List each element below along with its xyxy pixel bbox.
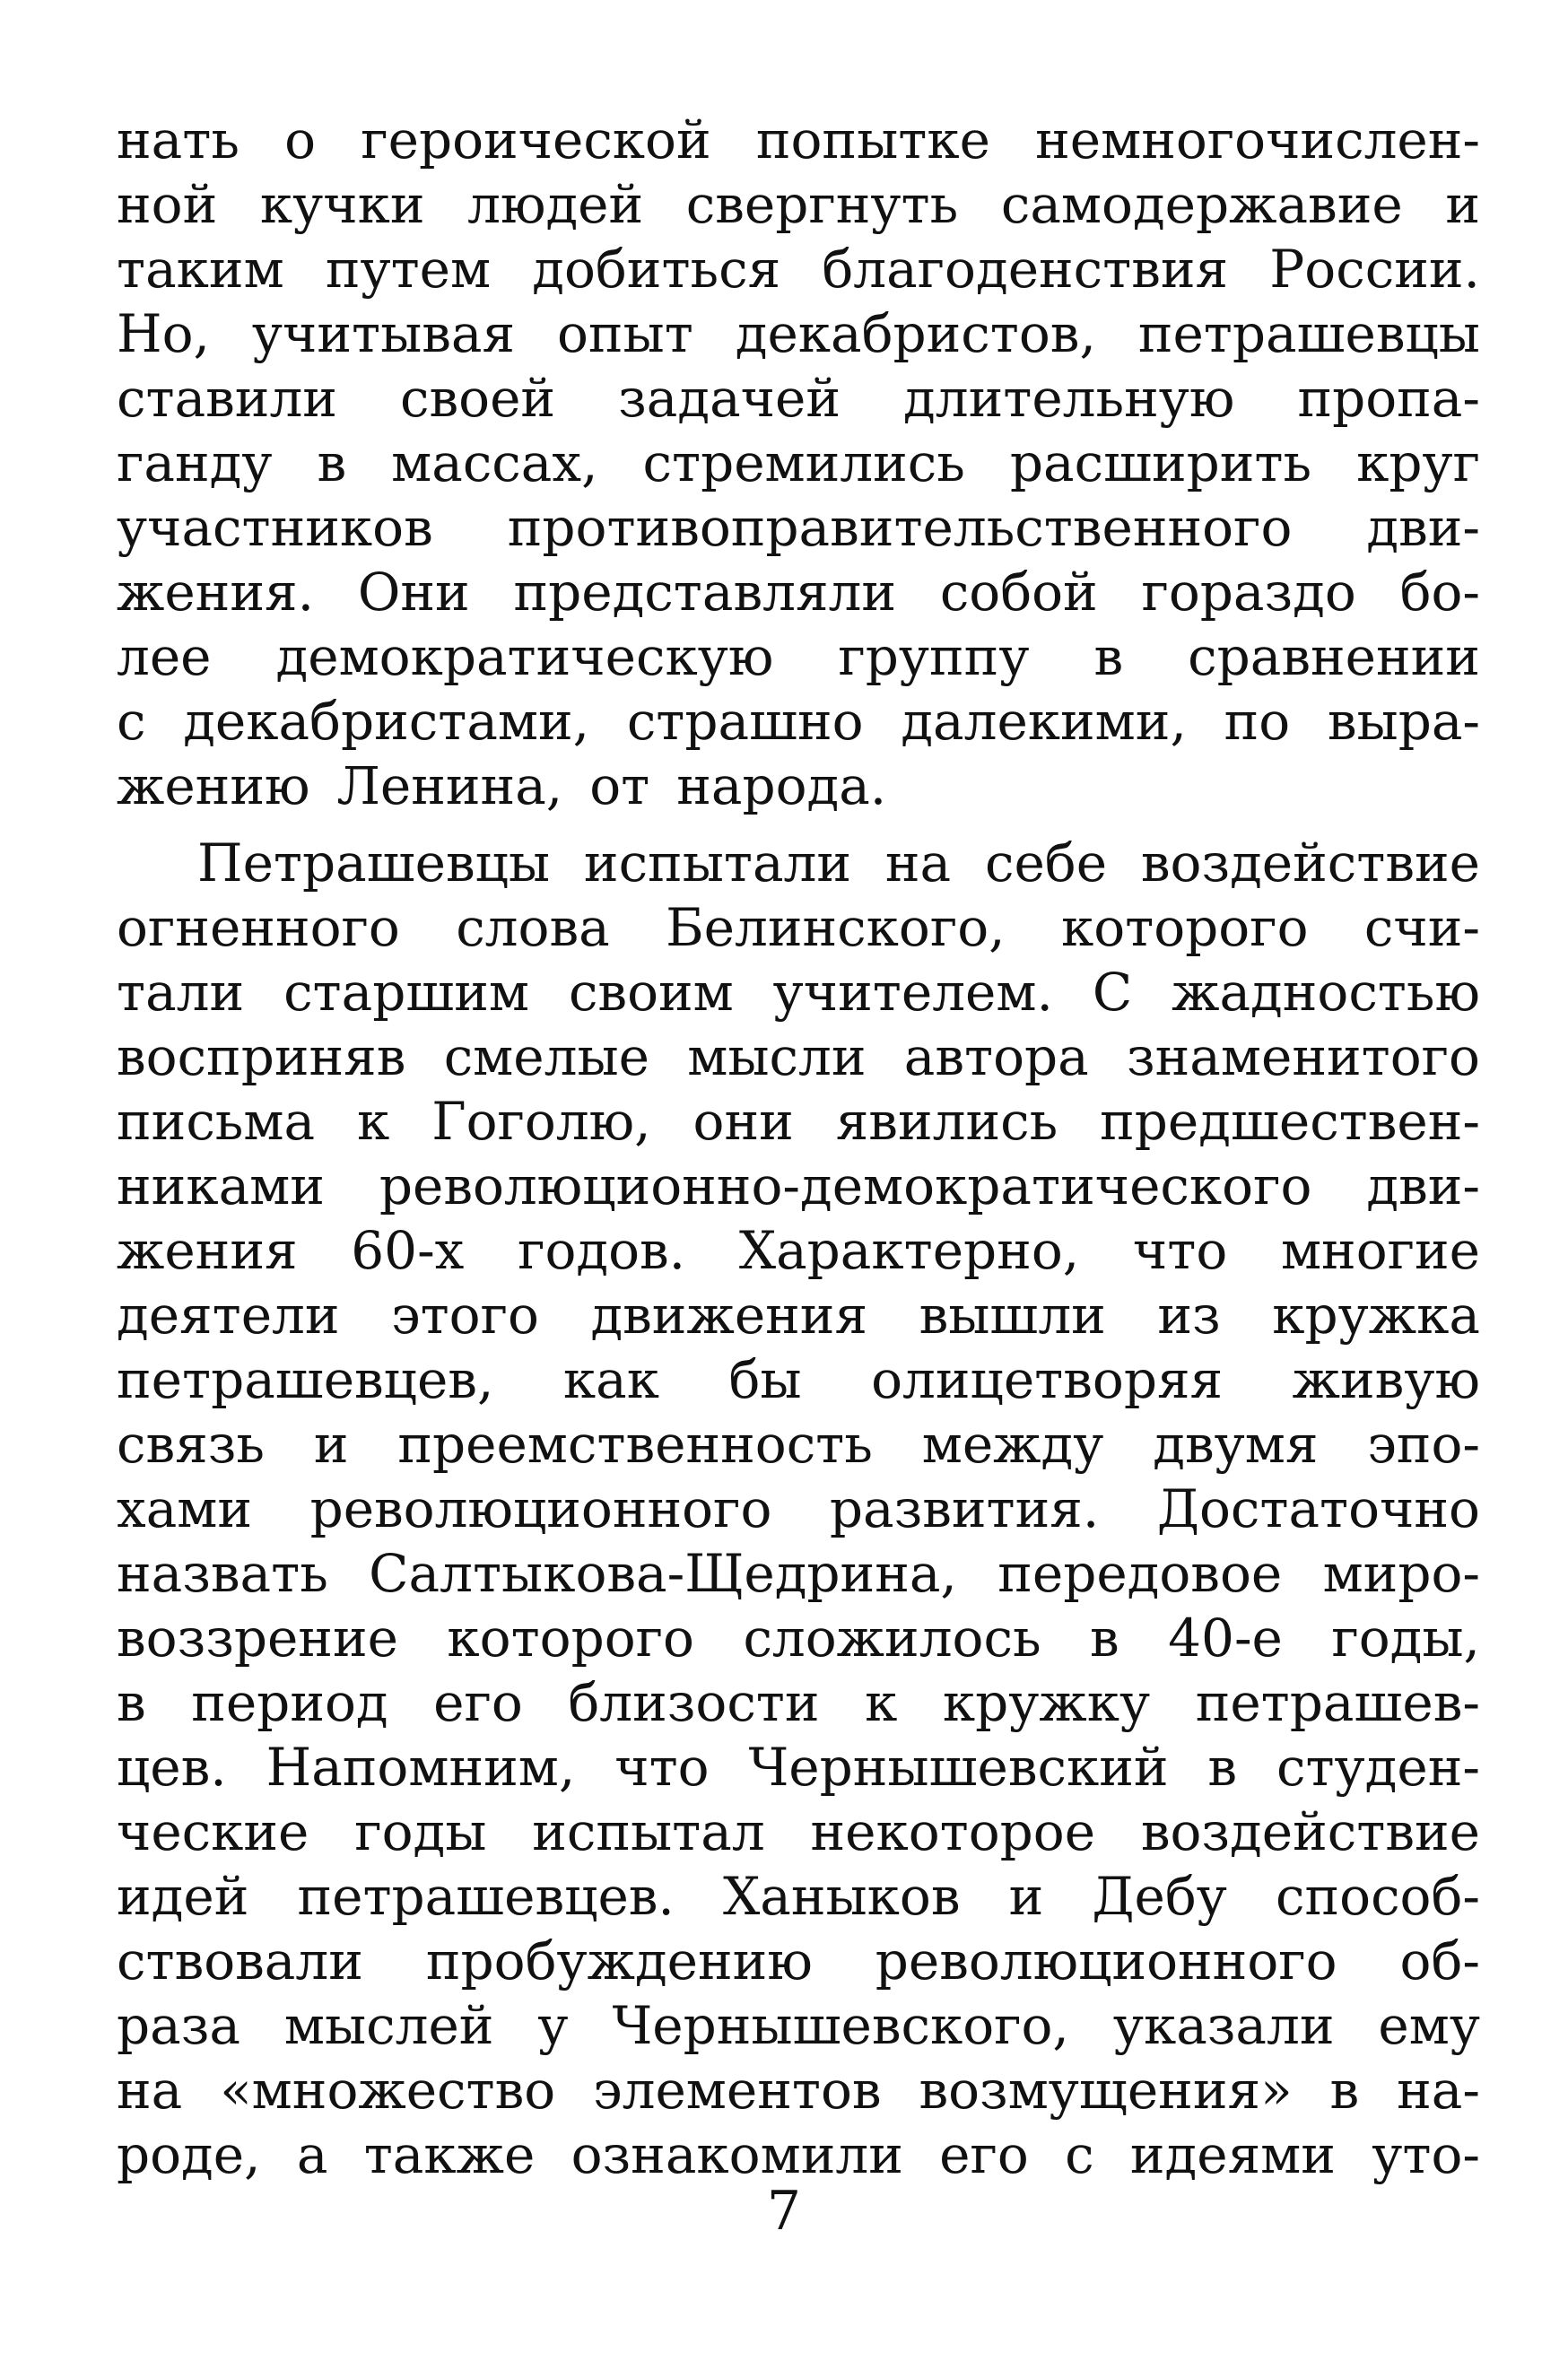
word: революционного [309,1478,772,1539]
text-line [117,1347,1480,1412]
word: жадностью [1172,962,1480,1023]
word: народа. [676,755,887,816]
word: Чернышевского, [612,1995,1069,2056]
text-line [117,624,1480,689]
word: на- [1397,2060,1480,2121]
text-line [117,1606,1480,1670]
word: ганду [117,432,273,493]
word: 60-х [351,1220,465,1281]
word: жения [117,1220,298,1281]
word: воздействие [1140,1801,1480,1862]
word: опыт [556,303,693,364]
word: пропа- [1297,368,1480,429]
word: этого [391,1285,539,1346]
word: передовое [997,1543,1283,1604]
word: героической [361,109,711,170]
word: Достаточно [1156,1478,1480,1539]
word: Белинского, [666,897,1006,958]
word: к [357,1091,390,1152]
word: как [562,1349,659,1410]
word: петрашев- [1195,1672,1480,1733]
word: элементов [593,2060,882,2121]
word: дви- [1366,497,1480,558]
word: самодержавие [1000,174,1403,235]
word: жения. [117,562,315,623]
word: длительную [903,368,1235,429]
text-line [117,754,1480,818]
word: революционно-демократического [379,1155,1312,1216]
word: жению [117,755,310,816]
word: сравнении [1188,626,1480,687]
word: нать [117,109,240,170]
word: старшим [283,962,530,1023]
word: раза [117,1995,240,2056]
word: учитывая [251,303,516,364]
word: годов. [518,1220,686,1281]
word: идей [117,1866,249,1927]
paragraph-gap [117,818,1480,831]
word: бо- [1399,562,1480,623]
word: задачей [618,368,841,429]
word: о [284,109,317,170]
word: уто- [1372,2124,1480,2185]
word: кружку [942,1672,1151,1733]
word: цев. [117,1737,227,1798]
word: из [1157,1285,1221,1346]
word: Гоголю, [431,1091,651,1152]
word: учителем. [772,962,1053,1023]
word: своей [400,368,556,429]
word: испытал [532,1801,765,1862]
word: петрашевцев, [117,1349,494,1410]
word: Ленина, [336,755,563,816]
text-line [117,108,1480,172]
word: кучки [259,174,425,235]
word: двумя [1153,1414,1319,1475]
word: на [884,832,952,893]
word: Ханыков [722,1866,961,1927]
word: вышли [919,1285,1106,1346]
word: которого [1060,897,1309,958]
text-line [117,1024,1480,1089]
word: движения [590,1285,868,1346]
word: 40-е [1168,1608,1283,1669]
word: явились [835,1091,1058,1152]
text-line [117,1541,1480,1606]
word: от [589,755,650,816]
word: хами [117,1478,253,1539]
word: лее [117,626,212,687]
text-line [117,2058,1480,2122]
text-line [117,689,1480,754]
word: в [1329,2060,1360,2121]
word: возмущения» [919,2060,1293,2121]
word: развития. [829,1478,1100,1539]
word: свергнуть [685,174,959,235]
text-line [117,366,1480,431]
word: участников [117,497,433,558]
word: попытке [755,109,990,170]
word: что [1132,1220,1228,1281]
word: деятели [117,1285,340,1346]
word: счи- [1363,897,1480,958]
word: бы [728,1349,802,1410]
text-line [117,1993,1480,2058]
word: круг [1356,432,1480,493]
word: назвать [117,1543,328,1604]
word: С [1092,962,1133,1023]
word: они [693,1091,794,1152]
word: его [939,2124,1029,2185]
word: далекими, [901,691,1187,752]
word: в [317,432,347,493]
word: Характерно, [738,1220,1080,1281]
word: путем [325,239,492,300]
word: сложилось [743,1608,1041,1669]
word: что [614,1737,710,1798]
text-line [117,960,1480,1024]
word: между [921,1414,1104,1475]
word: собой [939,562,1098,623]
word: предшествен- [1100,1091,1480,1152]
text-line [117,1154,1480,1218]
word: его [433,1672,523,1733]
word: Они [357,562,470,623]
text-line [117,301,1480,366]
text-line [117,1735,1480,1800]
paragraph [117,831,1480,2187]
word: с [117,691,146,752]
word: ставили [117,368,337,429]
word: противоправительственного [507,497,1293,558]
word: расширить [1009,432,1312,493]
word: ознакомили [571,2124,903,2185]
word: себе [984,832,1108,893]
word: массах, [391,432,598,493]
text-line [117,831,1480,895]
word: добиться [532,239,781,300]
word: письма [117,1091,316,1152]
word: России. [1269,239,1480,300]
word: страшно [626,691,864,752]
word: ной [117,174,218,235]
word: воззрение [117,1608,398,1669]
word: гораздо [1141,562,1356,623]
word: демократическую [275,626,774,687]
word: группу [838,626,1030,687]
text-line [117,2122,1480,2187]
word: и [313,1414,349,1475]
word: годы [354,1801,487,1862]
word: многие [1280,1220,1480,1281]
word: и [1445,174,1480,235]
word: ему [1378,1995,1480,2056]
word: ческие [117,1801,309,1862]
word: на [117,2060,183,2121]
body-text [117,108,1480,2187]
word: таким [117,239,284,300]
word: стремились [642,432,965,493]
text-line [117,237,1480,301]
text-line [117,1864,1480,1929]
word: декабристами, [183,691,590,752]
word: роде, [117,2124,261,2185]
word: Но, [117,303,210,364]
paragraph [117,108,1480,818]
text-line [117,1670,1480,1735]
word: эпо- [1367,1414,1480,1475]
word: Салтыкова-Щедрина, [369,1543,957,1604]
word: кружка [1272,1285,1480,1346]
word: миро- [1322,1543,1480,1604]
word: слова [456,897,610,958]
word: людей [467,174,644,235]
word: своим [568,962,734,1023]
word: испытали [583,832,852,893]
word: а [296,2124,328,2185]
word: мыслей [283,1995,494,2056]
word: об- [1399,1930,1480,1991]
text-line [117,1412,1480,1477]
word: Напомним, [266,1737,576,1798]
word: декабристов, [735,303,1096,364]
page-number: 7 [766,2180,802,2243]
text-line [117,1800,1480,1864]
word: Чернышевский [748,1737,1169,1798]
word: ствовали [117,1930,363,1991]
word: Дебу [1092,1866,1227,1927]
word: «множество [220,2060,556,2121]
word: годы, [1331,1608,1480,1669]
word: в [117,1672,146,1733]
word: с [1065,2124,1094,2185]
text-line [117,1089,1480,1154]
word: смелые [443,1026,649,1087]
word: петрашевцы [1137,303,1480,364]
word: преемственность [397,1414,873,1475]
word: в [1093,626,1124,687]
word: выра- [1327,691,1480,752]
word: петрашевцев. [297,1866,675,1927]
word: благоденствия [822,239,1229,300]
word: близости [568,1672,820,1733]
text-line [117,1477,1480,1541]
word: способ- [1276,1866,1480,1927]
word: автора [903,1026,1089,1087]
word: указали [1112,1995,1335,2056]
word: по [1224,691,1291,752]
text-line [117,1929,1480,1993]
word: представляли [513,562,897,623]
word: восприняв [117,1026,406,1087]
word: некоторое [810,1801,1096,1862]
word: знаменитого [1127,1026,1480,1087]
word: пробуждению [425,1930,813,1991]
word: воздействие [1140,832,1480,893]
word: период [191,1672,388,1733]
word: живую [1292,1349,1480,1410]
text-line [117,1283,1480,1347]
text-line [117,495,1480,560]
word: в [1207,1737,1238,1798]
word: к [865,1672,898,1733]
word: идеями [1129,2124,1336,2185]
word: у [537,1995,569,2056]
word: в [1090,1608,1119,1669]
word: олицетворяя [871,1349,1224,1410]
word: мысли [687,1026,867,1087]
text-line [117,560,1480,624]
word: немногочислен- [1035,109,1480,170]
word: связь [117,1414,265,1475]
word: также [363,2124,536,2185]
word: и [1008,1866,1044,1927]
word: дви- [1366,1155,1480,1216]
word: революционного [875,1930,1337,1991]
text-line [117,431,1480,495]
text-line [117,895,1480,960]
text-line [117,172,1480,237]
word: студен- [1276,1737,1480,1798]
word: Петрашевцы [197,832,551,893]
word: которого [447,1608,694,1669]
word: тали [117,962,245,1023]
word: никами [117,1155,325,1216]
word: огненного [117,897,400,958]
text-line [117,1218,1480,1283]
